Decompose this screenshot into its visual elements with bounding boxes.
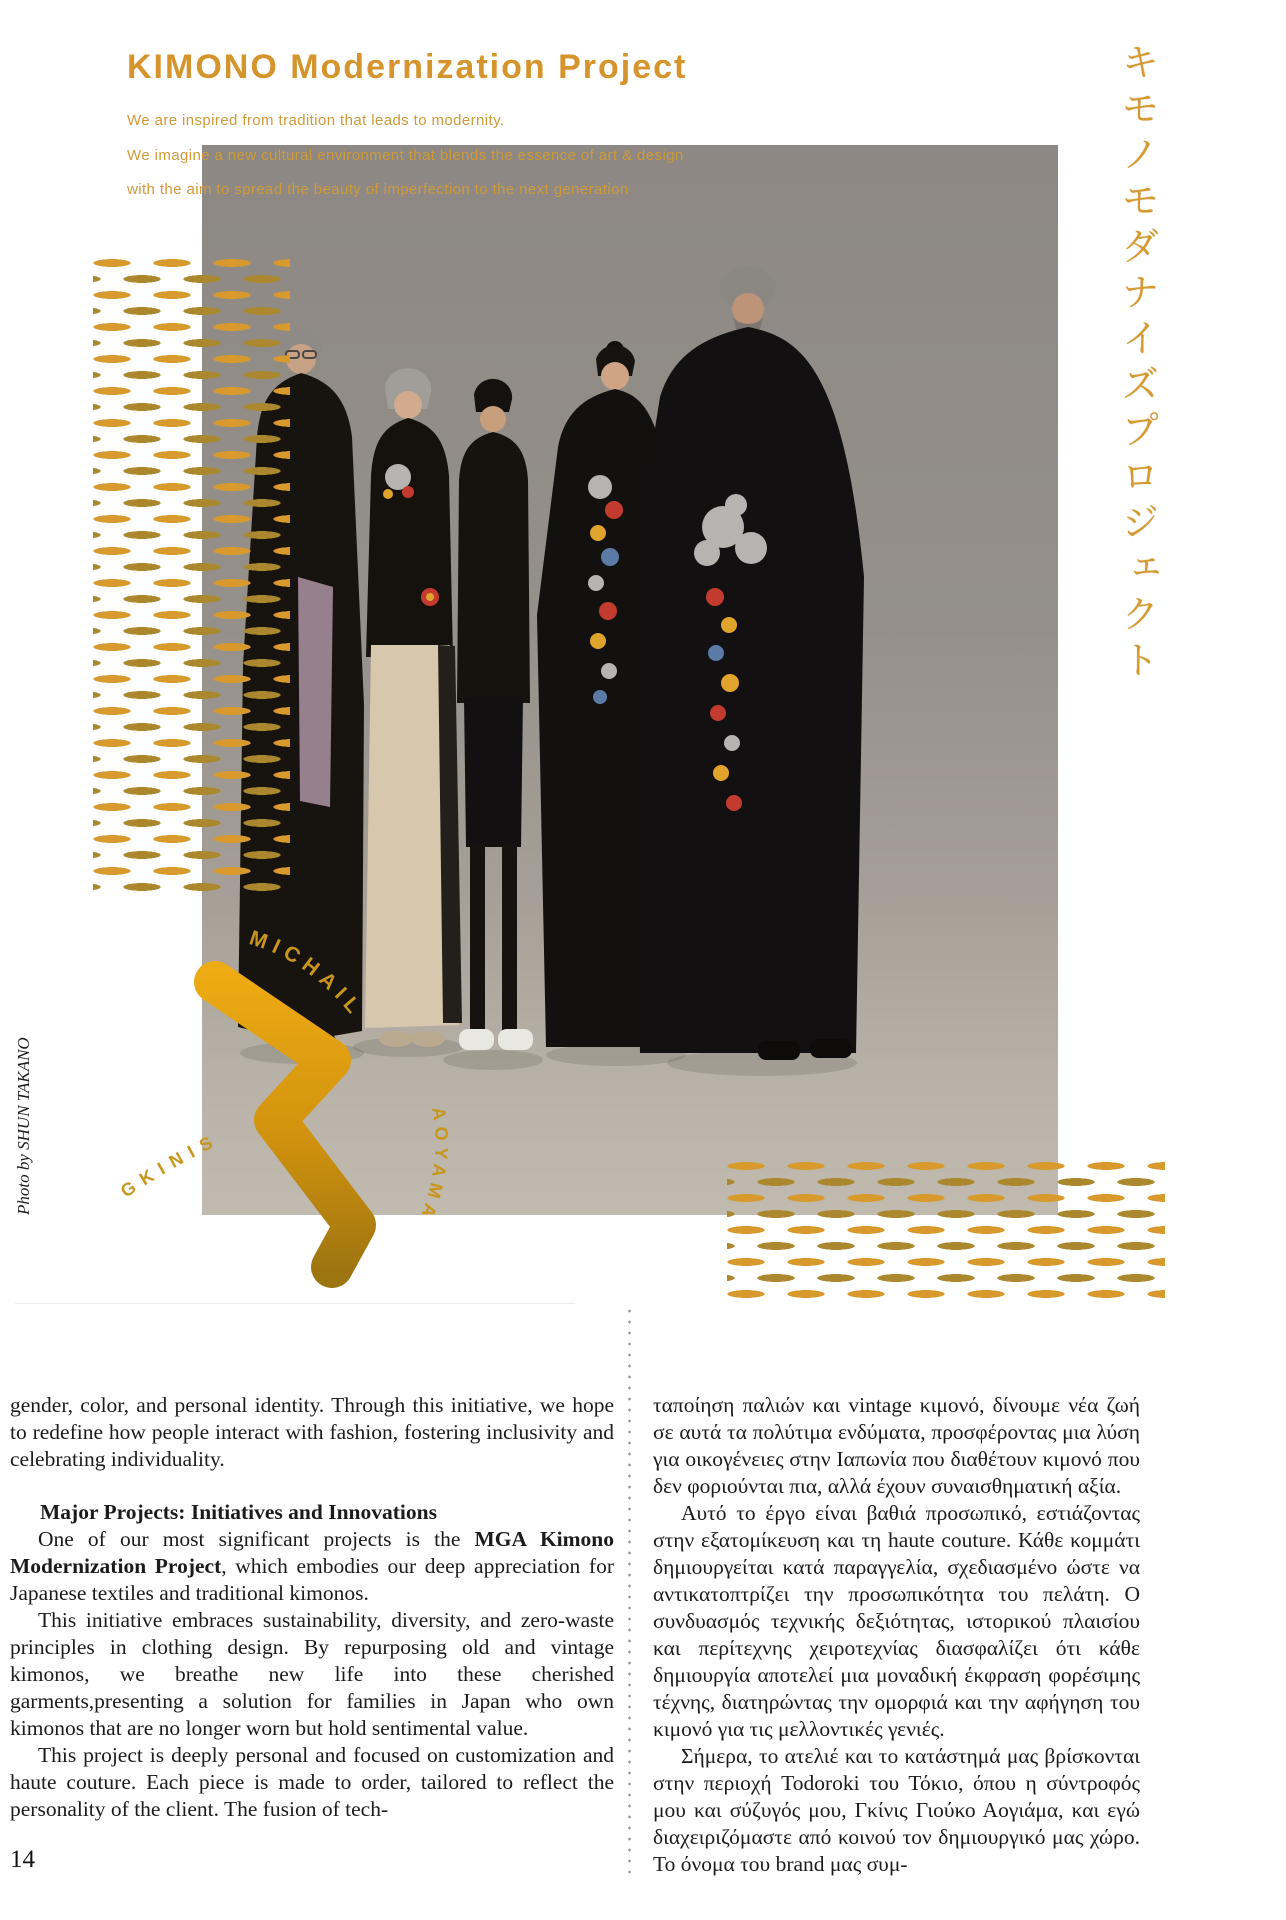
page-title: KIMONO Modernization Project (127, 48, 688, 86)
paragraph-text: One of our most significant projects is the (38, 1527, 475, 1551)
page-number: 14 (10, 1846, 35, 1873)
brand-name-gkinis: GKINIS (117, 1128, 223, 1202)
section-heading: Major Projects: Initiatives and Innovations (40, 1500, 437, 1524)
brand-name-aoyama: AOYAMA (415, 1105, 452, 1226)
subtitle-line: with the aim to spread the beauty of imperfection to the next generation (127, 181, 629, 198)
column-english (10, 1392, 614, 1823)
brand-brush-overlay (90, 930, 470, 1290)
figure-tall-man (633, 266, 864, 1060)
paragraph: gender, color, and personal identity. Through this initiative, we hope to redefine how people interact with fashion, fostering inclusivity and celebrating individuality. (10, 1393, 614, 1471)
gold-dash-pattern-bottom-right (727, 1158, 1165, 1305)
paragraph: Σήμερα, το ατελιέ και το κατάστημά μας βρίσκονται στην περιοχή Todoroki του Τόκιο, όπου η σύντροφός μου και σύζυγός μου, Γκίνις Γιούκο Αογιάμα, και εγώ διαχειριζόμαστε από κοινού τον δημιουργικό μας χώρο. Το όνομα του brand μας συμ- (653, 1744, 1140, 1876)
paragraph (10, 1526, 614, 1607)
paragraph-bold-text: MGA Kimono Modernization Project (10, 1527, 615, 1578)
paragraph: This initiative embraces sustainability, diversity, and zero-waste principles in clothing design. By repurposing old and vintage kimonos, we breathe new life into these cherished garments,presenting a solution for families in Japan who own kimonos that are no longer worn but hold sentimental value. (10, 1608, 614, 1740)
dotted-column-divider (628, 1308, 631, 1878)
paragraph: ταποίηση παλιών και vintage κιμονό, δίνουμε νέα ζωή σε αυτά τα πολύτιμα ενδύματα, προσφέροντας μια λύση για οικογένειες στην Ιαπωνία που διαθέτουν κιμονό που δεν φοριούνται πια, αλλά έχουν συναισθηματική αξία. (653, 1393, 1140, 1498)
faint-horizontal-rule (15, 1303, 575, 1304)
subtitle-line: We imagine a new cultural environment that blends the essence of art & design (127, 147, 684, 164)
subtitle-line: We are inspired from tradition that leads to modernity. (127, 112, 505, 129)
paragraph-text: , which embodies our deep appreciation for Japanese textiles and traditional kimonos. (10, 1554, 615, 1605)
brand-name-michail: MICHAIL (246, 930, 369, 1023)
vertical-japanese-title: キモノモダナイズプロジェクト (1115, 42, 1159, 686)
column-greek (653, 1392, 1140, 1878)
paragraph: This project is deeply personal and focused on customization and haute couture. Each piece is made to order, tailored to reflect the personality of the client. The fusion of tech- (10, 1743, 614, 1821)
paragraph: Αυτό το έργο είναι βαθιά προσωπικό, εστιάζοντας στην εξατομίκευση και τη haute couture. Κάθε κομμάτι δημιουργείται κατά παραγγελία, σχεδιασμένο ώστε να αντικατοπτρίζει την προσωπικότητα του πελάτη. Ο συνδυασμός τεχνικής δεξιότητας, ιστορικού πλαισίου και περίτεχνης χειροτεχνίας διασφαλίζει ότι κάθε δημιουργία αποτελεί μια μοναδική έκφραση φορέσιμης τέχνης, διατηρώντας την ομορφιά και την αφήγηση του κιμονό για τις μελλοντικές γενιές. (653, 1501, 1140, 1741)
brush-stroke (215, 982, 355, 1267)
photo-credit: Photo by SHUN TAKANO (14, 1037, 33, 1215)
gold-dash-pattern-left (93, 255, 290, 891)
